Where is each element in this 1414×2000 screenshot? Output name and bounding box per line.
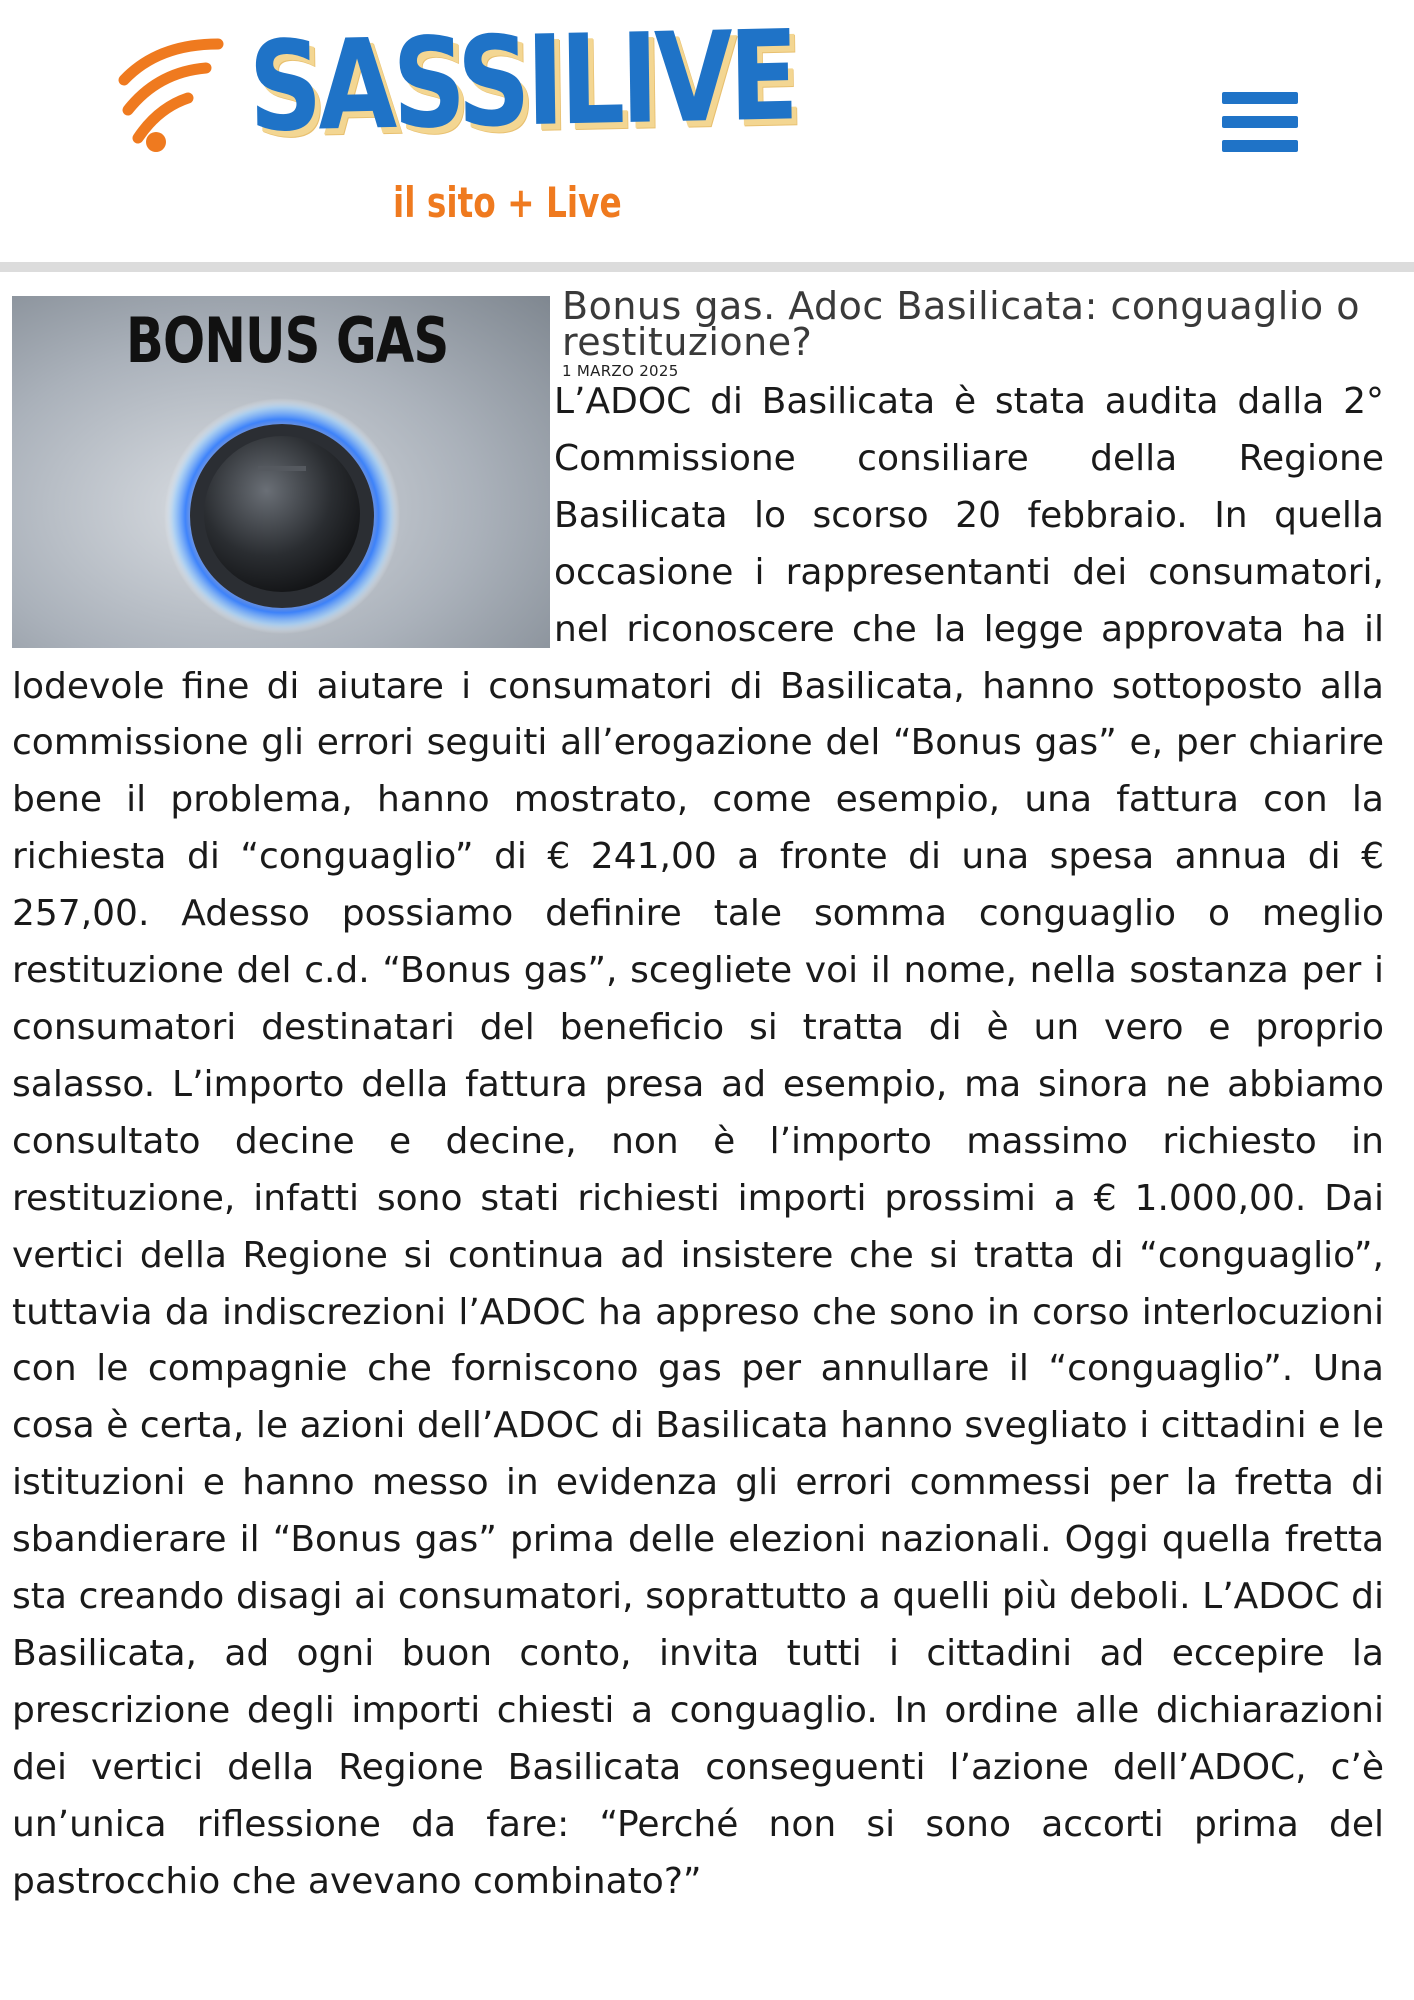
menu-bar	[1222, 92, 1298, 104]
site-header	[0, 0, 1414, 262]
header-divider	[0, 262, 1414, 272]
hamburger-menu-icon[interactable]	[1222, 90, 1298, 154]
logo-tagline: il sito + Live	[393, 178, 622, 227]
image-float-spacer	[12, 374, 554, 656]
image-caption: BONUS GAS	[126, 304, 449, 377]
article-date: 1 MARZO 2025	[562, 362, 679, 380]
signal-icon	[118, 38, 226, 158]
article-body-text: L’ADOC di Basilicata è stata audita dalla 2° Commissione consiliare della Regione Basilicata lo scorso 20 febbraio. In quella occasione i rappresentanti dei consumatori, nel riconoscere che la legge approvata ha il lodevole fine di aiutare i consumatori di Basilicata, hanno sottoposto alla commissione gli errori seguiti all’erogazione del “Bonus gas” e, per chiarire bene il problema, hanno mostrato, come esempio, una fattura con la richiesta di “conguaglio” di € 241,00 a fronte di una spesa annua di € 257,00. Adesso possiamo definire tale somma conguaglio o meglio restituzione del c.d. “Bonus gas”, scegliete voi il nome, nella sostanza per i consumatori destinatari del beneficio si tratta di è un vero e proprio salasso. L’importo della fattura presa ad esempio, ma sinora ne abbiamo consultato decine e decine, non è l’importo massimo richiesto in restituzione, infatti sono stati richiesti importi prossimi a € 1.000,00. Dai vertici della Regione si continua ad insistere che si tratta di “conguaglio”, tuttavia da indiscrezioni l’ADOC ha appreso che sono in corso interlocuzioni con le compagnie che forniscono gas per annullare il “conguaglio”. Una cosa è certa, le azioni dell’ADOC di Basilicata hanno svegliato i cittadini e le istituzioni e hanno messo in evidenza gli errori commessi per la fretta di sbandierare il “Bonus gas” prima delle elezioni nazionali. Oggi quella fretta sta creando disagi ai consumatori, soprattutto a quelli più deboli. L’ADOC di Basilicata, ad ogni buon conto, invita tutti i cittadini ad eccepire la prescrizione degli importi chiesti a conguaglio. In ordine alle dichiarazioni dei vertici della Regione Basilicata conseguenti l’azione dell’ADOC, c’è un’unica riflessione da fare: “Perché non si sono accorti prima del pastrocchio che avevano combinato?”	[12, 381, 1384, 1902]
article-body	[12, 374, 1384, 1910]
menu-bar	[1222, 140, 1298, 152]
site-logo[interactable]	[118, 4, 796, 245]
article-title[interactable]: Bonus gas. Adoc Basilicata: conguaglio o restituzione?	[562, 284, 1360, 364]
logo-wordmark: SASSILIVE	[247, 4, 796, 160]
menu-bar	[1222, 116, 1298, 128]
